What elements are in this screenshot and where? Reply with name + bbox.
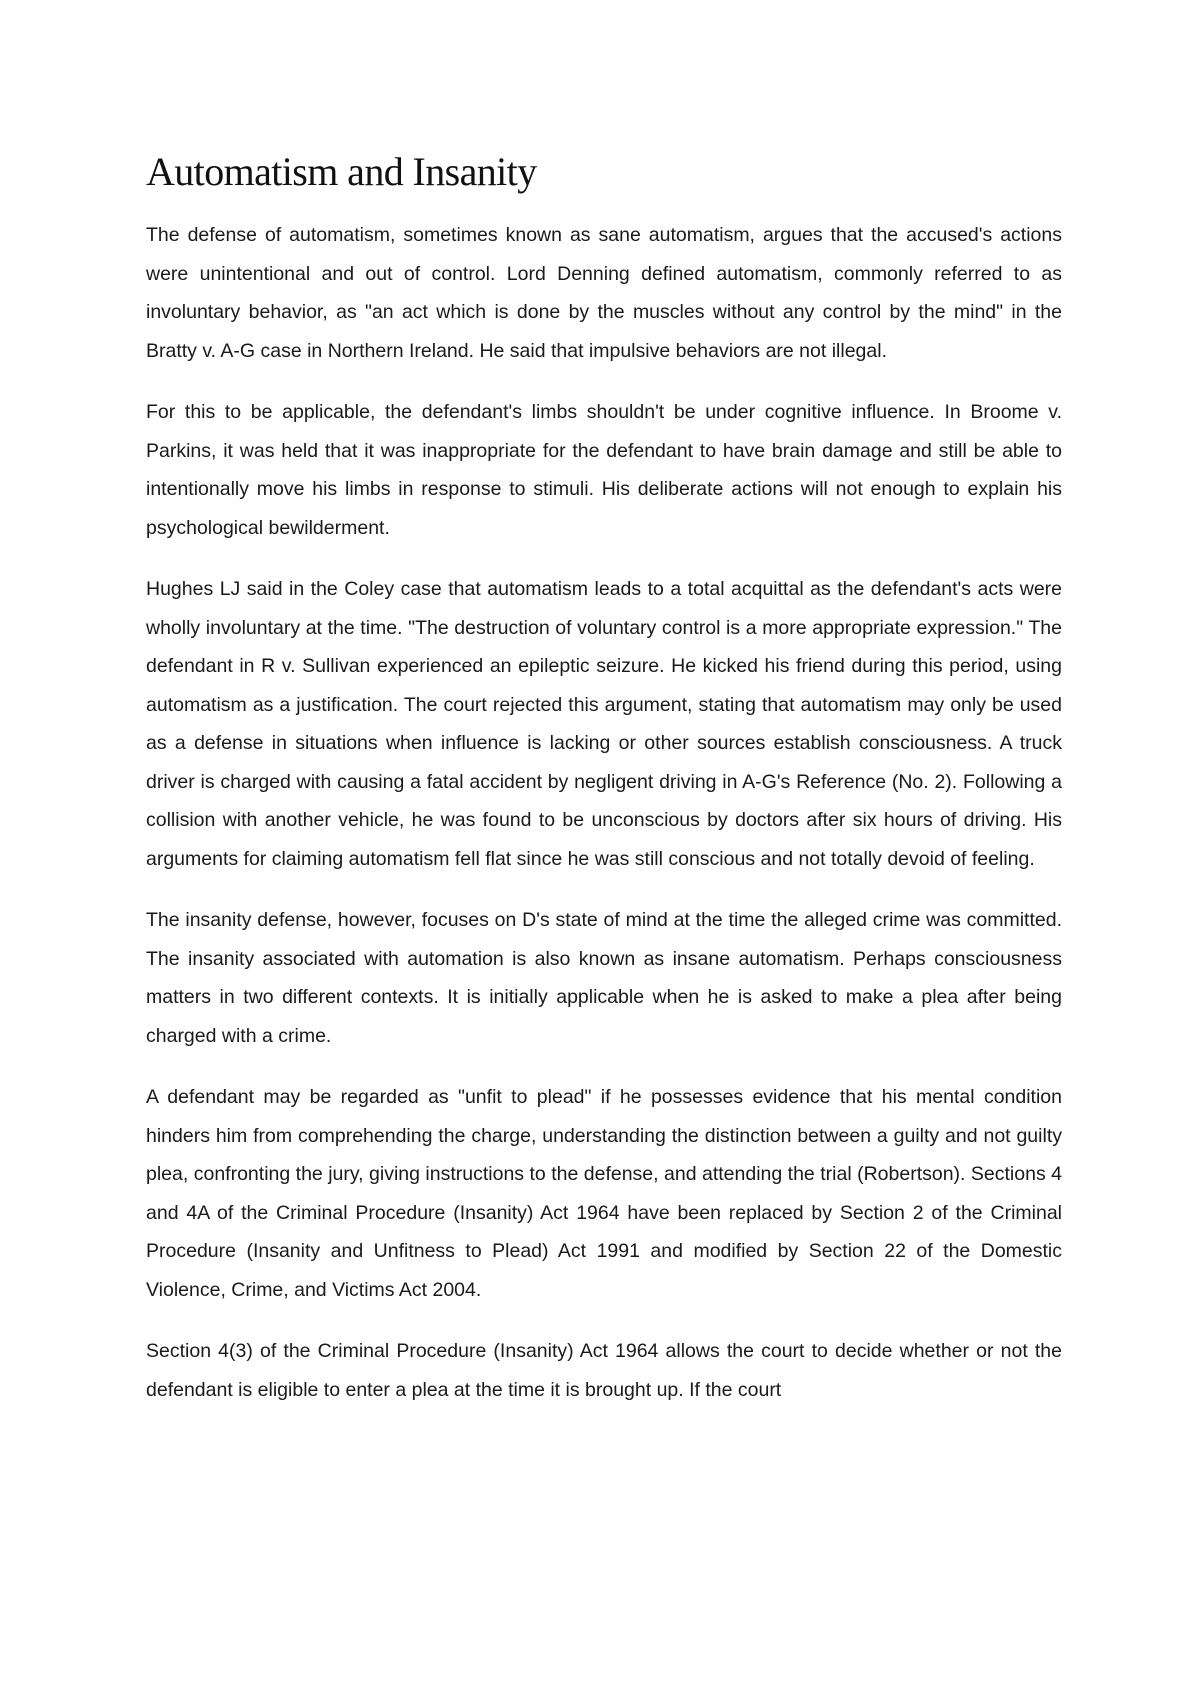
document-page — [146, 148, 1062, 1432]
paragraph: A defendant may be regarded as "unfit to plead" if he possesses evidence that his mental condition hinders him from comprehending the charge, understanding the distinction between a guilty and not guilty plea, confronting the jury, giving instructions to the defense, and attending the trial (Robertson). Sections 4 and 4A of the Criminal Procedure (Insanity) Act 1964 have been replaced by Section 2 of the Criminal Procedure (Insanity and Unfitness to Plead) Act 1991 and modified by Section 22 of the Domestic Violence, Crime, and Victims Act 2004. — [146, 1086, 1062, 1301]
paragraph: Section 4(3) of the Criminal Procedure (Insanity) Act 1964 allows the court to decide whether or not the defendant is eligible to enter a plea at the time it is brought up. If the court — [146, 1340, 1062, 1401]
paragraph: For this to be applicable, the defendant's limbs shouldn't be under cognitive influence. In Broome v. Parkins, it was held that it was inappropriate for the defendant to have brain damage and still be able to intentionally move his limbs in response to stimuli. His deliberate actions will not enough to explain his psychological bewilderment. — [146, 401, 1062, 539]
paragraph: The defense of automatism, sometimes known as sane automatism, argues that the accused's actions were unintentional and out of control. Lord Denning defined automatism, commonly referred to as involuntary behavior, as "an act which is done by the muscles without any control by the mind" in the Bratty v. A-G case in Northern Ireland. He said that impulsive behaviors are not illegal. — [146, 224, 1062, 362]
paragraph: The insanity defense, however, focuses on D's state of mind at the time the alleged crime was committed. The insanity associated with automation is also known as insane automatism. Perhaps consciousness matters in two different contexts. It is initially applicable when he is asked to make a plea after being charged with a crime. — [146, 909, 1062, 1047]
document-title: Automatism and Insanity — [146, 149, 537, 194]
paragraph: Hughes LJ said in the Coley case that automatism leads to a total acquittal as the defendant's acts were wholly involuntary at the time. "The destruction of voluntary control is a more appropriate expression." The defendant in R v. Sullivan experienced an epileptic seizure. He kicked his friend during this period, using automatism as a justification. The court rejected this argument, stating that automatism may only be used as a defense in situations when influence is lacking or other sources establish consciousness. A truck driver is charged with causing a fatal accident by negligent driving in A-G's Reference (No. 2). Following a collision with another vehicle, he was found to be unconscious by doctors after six hours of driving. His arguments for claiming automatism fell flat since he was still conscious and not totally devoid of feeling. — [146, 578, 1062, 870]
